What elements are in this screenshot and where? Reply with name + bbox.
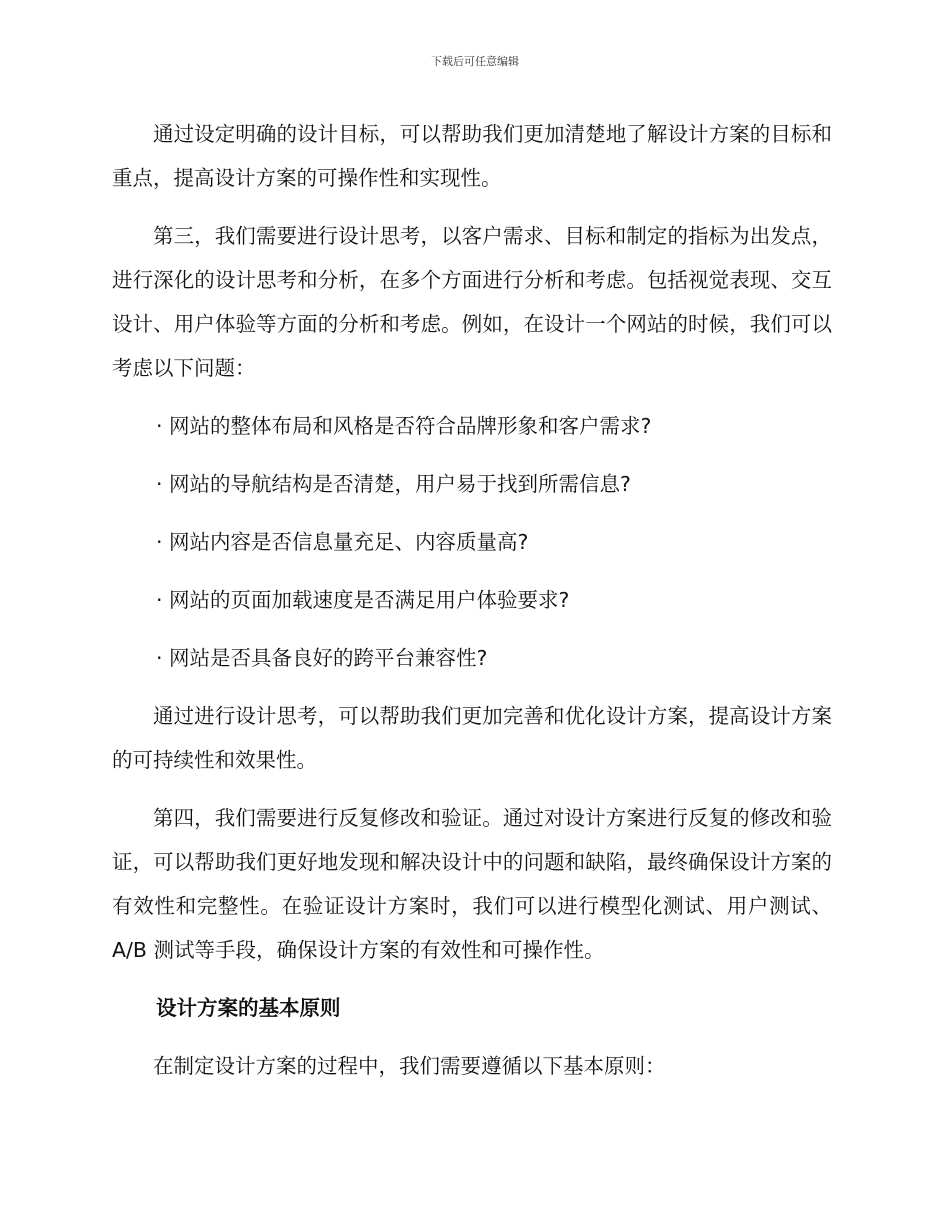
section-heading-principles: 设计方案的基本原则 — [156, 996, 341, 1020]
bullet-item-compatibility: · 网站是否具备良好的跨平台兼容性? — [156, 646, 488, 670]
bullet-item-content-quality: · 网站内容是否信息量充足、内容质量高? — [156, 530, 529, 554]
paragraph-thinking-benefit: 通过进行设计思考，可以帮助我们更加完善和优化设计方案，提高设计方案的可持续性和效果性。 — [112, 704, 832, 772]
paragraph-principles-intro: 在制定设计方案的过程中，我们需要遵循以下基本原则： — [153, 1054, 666, 1078]
page-header: 下载后可任意编辑 — [431, 55, 519, 68]
paragraph-revision-validation: 第四，我们需要进行反复修改和验证。通过对设计方案进行反复的修改和验证，可以帮助我们更好地发现和解决设计中的问题和缺陷，最终确保设计方案的有效性和完整性。在验证设计方案时，我们可以进行模型化测试、用户测试、A/B 测试等手段，确保设计方案的有效性和可操作性。 — [112, 806, 832, 962]
bullet-item-navigation: · 网站的导航结构是否清楚，用户易于找到所需信息? — [156, 472, 631, 496]
bullet-item-load-speed: · 网站的页面加载速度是否满足用户体验要求? — [156, 588, 570, 612]
paragraph-design-goals: 通过设定明确的设计目标，可以帮助我们更加清楚地了解设计方案的目标和重点，提高设计方案的可操作性和实现性。 — [112, 122, 832, 190]
paragraph-design-thinking: 第三，我们需要进行设计思考，以客户需求、目标和制定的指标为出发点，进行深化的设计思考和分析，在多个方面进行分析和考虑。包括视觉表现、交互设计、用户体验等方面的分析和考虑。例如，在设计一个网站的时候，我们可以考虑以下问题： — [112, 224, 832, 380]
document-body — [112, 112, 832, 1102]
bullet-item-layout-style: · 网站的整体布局和风格是否符合品牌形象和客户需求? — [156, 414, 652, 438]
